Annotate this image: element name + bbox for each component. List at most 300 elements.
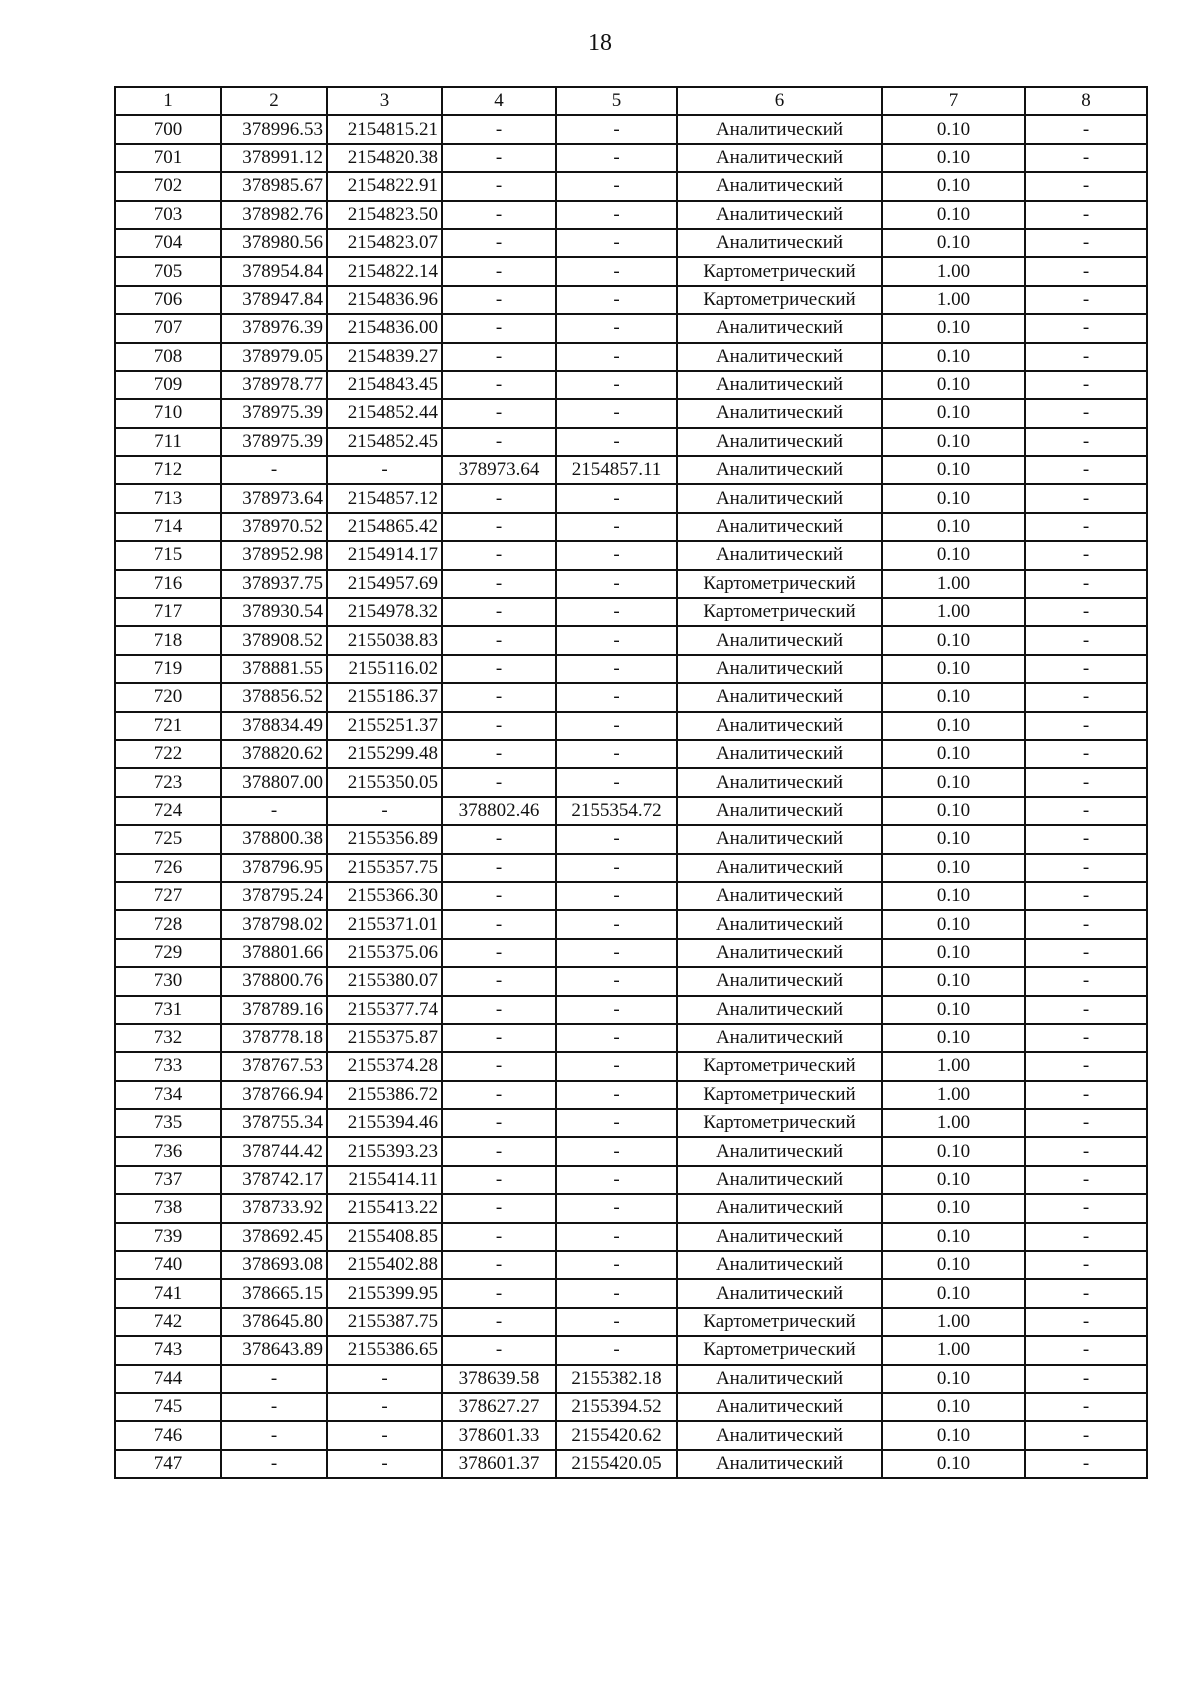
table-row xyxy=(115,626,1147,654)
table-cell-col-8: - xyxy=(1025,1308,1147,1336)
table-cell-col-6: Картометрический xyxy=(677,286,882,314)
table-cell-col-1: 713 xyxy=(115,484,221,512)
table-row xyxy=(115,1024,1147,1052)
table-cell-col-8: - xyxy=(1025,115,1147,143)
table-cell-col-7: 0.10 xyxy=(882,371,1025,399)
table-cell-col-5: - xyxy=(556,996,677,1024)
table-cell-col-6: Аналитический xyxy=(677,343,882,371)
table-cell-col-7: 0.10 xyxy=(882,1251,1025,1279)
table-cell-col-2: - xyxy=(221,797,327,825)
table-cell-col-2: 378985.67 xyxy=(221,172,327,200)
table-cell-col-3: 2155357.75 xyxy=(327,854,442,882)
table-cell-col-4: - xyxy=(442,229,556,257)
table-cell-col-3: 2155375.06 xyxy=(327,939,442,967)
table-cell-col-2: 378881.55 xyxy=(221,655,327,683)
table-cell-col-7: 0.10 xyxy=(882,683,1025,711)
table-cell-col-3: 2155399.95 xyxy=(327,1279,442,1307)
table-cell-col-3: 2154914.17 xyxy=(327,541,442,569)
table-cell-col-4: - xyxy=(442,1336,556,1364)
table-row xyxy=(115,683,1147,711)
table-cell-col-4: - xyxy=(442,1251,556,1279)
table-cell-col-4: - xyxy=(442,1052,556,1080)
table-cell-col-6: Аналитический xyxy=(677,1194,882,1222)
table-cell-col-7: 1.00 xyxy=(882,1308,1025,1336)
table-cell-col-7: 0.10 xyxy=(882,484,1025,512)
table-cell-col-6: Аналитический xyxy=(677,768,882,796)
table-cell-col-5: 2154857.11 xyxy=(556,456,677,484)
table-cell-col-3: 2154852.45 xyxy=(327,428,442,456)
table-cell-col-5: 2155420.05 xyxy=(556,1450,677,1478)
table-cell-col-7: 1.00 xyxy=(882,1081,1025,1109)
table-cell-col-7: 0.10 xyxy=(882,1024,1025,1052)
table-cell-col-7: 0.10 xyxy=(882,229,1025,257)
table-cell-col-6: Картометрический xyxy=(677,1336,882,1364)
table-cell-col-2: 378800.76 xyxy=(221,967,327,995)
table-cell-col-1: 734 xyxy=(115,1081,221,1109)
table-cell-col-5: 2155394.52 xyxy=(556,1393,677,1421)
header-row xyxy=(115,87,1147,115)
table-cell-col-5: - xyxy=(556,144,677,172)
table-cell-col-1: 730 xyxy=(115,967,221,995)
table-cell-col-5: - xyxy=(556,115,677,143)
table-cell-col-2: 378807.00 xyxy=(221,768,327,796)
table-row xyxy=(115,399,1147,427)
table-cell-col-5: - xyxy=(556,1024,677,1052)
table-row xyxy=(115,371,1147,399)
table-row xyxy=(115,910,1147,938)
table-cell-col-2: 378856.52 xyxy=(221,683,327,711)
table-cell-col-8: - xyxy=(1025,1279,1147,1307)
table-row xyxy=(115,1251,1147,1279)
table-cell-col-1: 702 xyxy=(115,172,221,200)
table-cell-col-2: 378800.38 xyxy=(221,825,327,853)
table-cell-col-2: 378976.39 xyxy=(221,314,327,342)
table-cell-col-1: 715 xyxy=(115,541,221,569)
table-cell-col-6: Аналитический xyxy=(677,1421,882,1449)
table-row xyxy=(115,257,1147,285)
table-cell-col-2: 378778.18 xyxy=(221,1024,327,1052)
table-row xyxy=(115,1308,1147,1336)
table-cell-col-1: 741 xyxy=(115,1279,221,1307)
table-cell-col-6: Аналитический xyxy=(677,1450,882,1478)
coordinates-table xyxy=(114,86,1148,1479)
table-cell-col-2: 378996.53 xyxy=(221,115,327,143)
table-cell-col-2: 378834.49 xyxy=(221,712,327,740)
table-cell-col-6: Аналитический xyxy=(677,172,882,200)
table-cell-col-6: Аналитический xyxy=(677,882,882,910)
table-row xyxy=(115,428,1147,456)
table-cell-col-6: Аналитический xyxy=(677,1365,882,1393)
table-cell-col-1: 708 xyxy=(115,343,221,371)
table-cell-col-7: 0.10 xyxy=(882,314,1025,342)
table-cell-col-4: - xyxy=(442,371,556,399)
table-cell-col-1: 721 xyxy=(115,712,221,740)
table-cell-col-4: - xyxy=(442,910,556,938)
table-cell-col-7: 0.10 xyxy=(882,797,1025,825)
table-cell-col-3: 2154820.38 xyxy=(327,144,442,172)
table-cell-col-8: - xyxy=(1025,456,1147,484)
table-cell-col-7: 0.10 xyxy=(882,1166,1025,1194)
table-cell-col-1: 723 xyxy=(115,768,221,796)
table-cell-col-6: Картометрический xyxy=(677,1052,882,1080)
table-cell-col-5: - xyxy=(556,1109,677,1137)
table-cell-col-3: 2155251.37 xyxy=(327,712,442,740)
table-cell-col-3: 2155116.02 xyxy=(327,655,442,683)
table-cell-col-5: - xyxy=(556,428,677,456)
table-cell-col-3: 2154823.50 xyxy=(327,201,442,229)
table-row xyxy=(115,797,1147,825)
table-cell-col-7: 0.10 xyxy=(882,1450,1025,1478)
table-cell-col-3: 2154957.69 xyxy=(327,570,442,598)
table-cell-col-4: - xyxy=(442,1166,556,1194)
table-cell-col-7: 0.10 xyxy=(882,967,1025,995)
table-cell-col-8: - xyxy=(1025,797,1147,825)
table-cell-col-7: 0.10 xyxy=(882,343,1025,371)
table-cell-col-2: 378665.15 xyxy=(221,1279,327,1307)
table-cell-col-4: - xyxy=(442,115,556,143)
table-cell-col-5: 2155382.18 xyxy=(556,1365,677,1393)
table-cell-col-5: - xyxy=(556,1279,677,1307)
table-cell-col-4: - xyxy=(442,343,556,371)
table-row xyxy=(115,768,1147,796)
table-cell-col-5: - xyxy=(556,484,677,512)
table-cell-col-2: 378947.84 xyxy=(221,286,327,314)
table-cell-col-8: - xyxy=(1025,1450,1147,1478)
table-cell-col-8: - xyxy=(1025,1109,1147,1137)
table-cell-col-2: - xyxy=(221,1365,327,1393)
table-cell-col-2: 378979.05 xyxy=(221,343,327,371)
table-cell-col-7: 0.10 xyxy=(882,910,1025,938)
table-cell-col-3: 2155387.75 xyxy=(327,1308,442,1336)
table-cell-col-8: - xyxy=(1025,1365,1147,1393)
table-cell-col-3: 2154852.44 xyxy=(327,399,442,427)
table-cell-col-1: 731 xyxy=(115,996,221,1024)
table-cell-col-6: Аналитический xyxy=(677,1024,882,1052)
table-cell-col-7: 0.10 xyxy=(882,882,1025,910)
table-cell-col-5: - xyxy=(556,1052,677,1080)
table-cell-col-2: 378755.34 xyxy=(221,1109,327,1137)
table-row xyxy=(115,286,1147,314)
table-cell-col-2: 378975.39 xyxy=(221,428,327,456)
table-cell-col-4: - xyxy=(442,314,556,342)
table-cell-col-2: 378796.95 xyxy=(221,854,327,882)
table-cell-col-7: 1.00 xyxy=(882,1336,1025,1364)
table-cell-col-6: Аналитический xyxy=(677,541,882,569)
table-cell-col-5: - xyxy=(556,967,677,995)
table-cell-col-3: 2155413.22 xyxy=(327,1194,442,1222)
table-row xyxy=(115,1194,1147,1222)
table-cell-col-2: 378798.02 xyxy=(221,910,327,938)
table-cell-col-8: - xyxy=(1025,428,1147,456)
table-cell-col-6: Картометрический xyxy=(677,1109,882,1137)
table-cell-col-3: 2155371.01 xyxy=(327,910,442,938)
table-cell-col-5: - xyxy=(556,1223,677,1251)
table-cell-col-5: - xyxy=(556,399,677,427)
table-cell-col-3: 2155186.37 xyxy=(327,683,442,711)
table-row xyxy=(115,598,1147,626)
table-cell-col-1: 743 xyxy=(115,1336,221,1364)
table-cell-col-3: 2154839.27 xyxy=(327,343,442,371)
table-cell-col-2: 378954.84 xyxy=(221,257,327,285)
table-cell-col-5: - xyxy=(556,570,677,598)
table-cell-col-1: 705 xyxy=(115,257,221,285)
table-cell-col-6: Аналитический xyxy=(677,399,882,427)
column-header-7: 7 xyxy=(882,87,1025,115)
table-cell-col-5: - xyxy=(556,655,677,683)
table-cell-col-7: 0.10 xyxy=(882,626,1025,654)
table-cell-col-7: 0.10 xyxy=(882,1223,1025,1251)
table-cell-col-8: - xyxy=(1025,541,1147,569)
table-cell-col-3: 2155380.07 xyxy=(327,967,442,995)
table-cell-col-8: - xyxy=(1025,683,1147,711)
table-cell-col-8: - xyxy=(1025,172,1147,200)
table-cell-col-1: 724 xyxy=(115,797,221,825)
table-cell-col-1: 736 xyxy=(115,1137,221,1165)
table-cell-col-5: - xyxy=(556,201,677,229)
column-header-1: 1 xyxy=(115,87,221,115)
table-cell-col-4: - xyxy=(442,399,556,427)
table-cell-col-7: 0.10 xyxy=(882,996,1025,1024)
table-cell-col-3: 2155394.46 xyxy=(327,1109,442,1137)
table-cell-col-4: - xyxy=(442,967,556,995)
table-cell-col-2: 378980.56 xyxy=(221,229,327,257)
table-cell-col-2: 378982.76 xyxy=(221,201,327,229)
table-cell-col-2: 378991.12 xyxy=(221,144,327,172)
table-cell-col-4: - xyxy=(442,1024,556,1052)
table-cell-col-8: - xyxy=(1025,286,1147,314)
table-cell-col-3: - xyxy=(327,797,442,825)
table-cell-col-6: Аналитический xyxy=(677,1393,882,1421)
table-cell-col-8: - xyxy=(1025,967,1147,995)
table-cell-col-5: - xyxy=(556,1194,677,1222)
table-cell-col-8: - xyxy=(1025,144,1147,172)
table-cell-col-1: 727 xyxy=(115,882,221,910)
table-cell-col-4: - xyxy=(442,484,556,512)
table-cell-col-4: - xyxy=(442,740,556,768)
table-cell-col-8: - xyxy=(1025,570,1147,598)
table-cell-col-2: 378930.54 xyxy=(221,598,327,626)
table-cell-col-3: 2155386.65 xyxy=(327,1336,442,1364)
table-cell-col-5: - xyxy=(556,286,677,314)
table-row xyxy=(115,201,1147,229)
table-cell-col-5: 2155420.62 xyxy=(556,1421,677,1449)
table-cell-col-2: - xyxy=(221,456,327,484)
table-cell-col-1: 744 xyxy=(115,1365,221,1393)
table-cell-col-2: 378795.24 xyxy=(221,882,327,910)
table-cell-col-1: 747 xyxy=(115,1450,221,1478)
table-cell-col-7: 1.00 xyxy=(882,1109,1025,1137)
table-row xyxy=(115,513,1147,541)
table-cell-col-7: 0.10 xyxy=(882,513,1025,541)
table-cell-col-1: 738 xyxy=(115,1194,221,1222)
table-cell-col-4: - xyxy=(442,144,556,172)
table-cell-col-6: Аналитический xyxy=(677,1279,882,1307)
table-cell-col-5: - xyxy=(556,626,677,654)
table-cell-col-4: - xyxy=(442,655,556,683)
table-cell-col-6: Картометрический xyxy=(677,570,882,598)
table-cell-col-5: - xyxy=(556,229,677,257)
table-row xyxy=(115,456,1147,484)
table-cell-col-1: 726 xyxy=(115,854,221,882)
table-row xyxy=(115,1393,1147,1421)
table-cell-col-5: - xyxy=(556,314,677,342)
table-cell-col-2: 378937.75 xyxy=(221,570,327,598)
table-cell-col-6: Аналитический xyxy=(677,712,882,740)
table-cell-col-3: 2155402.88 xyxy=(327,1251,442,1279)
table-cell-col-4: - xyxy=(442,513,556,541)
table-cell-col-4: - xyxy=(442,598,556,626)
table-cell-col-3: 2154865.42 xyxy=(327,513,442,541)
table-cell-col-2: - xyxy=(221,1393,327,1421)
table-row xyxy=(115,484,1147,512)
table-row xyxy=(115,1279,1147,1307)
column-header-6: 6 xyxy=(677,87,882,115)
table-cell-col-8: - xyxy=(1025,1251,1147,1279)
table-cell-col-6: Аналитический xyxy=(677,825,882,853)
table-cell-col-4: - xyxy=(442,1279,556,1307)
table-cell-col-7: 0.10 xyxy=(882,1137,1025,1165)
table-cell-col-5: - xyxy=(556,854,677,882)
table-cell-col-5: - xyxy=(556,768,677,796)
table-row xyxy=(115,882,1147,910)
table-cell-col-8: - xyxy=(1025,314,1147,342)
table-cell-col-2: 378645.80 xyxy=(221,1308,327,1336)
table-cell-col-4: - xyxy=(442,882,556,910)
table-cell-col-6: Аналитический xyxy=(677,115,882,143)
table-cell-col-8: - xyxy=(1025,1052,1147,1080)
table-cell-col-1: 718 xyxy=(115,626,221,654)
table-cell-col-2: 378744.42 xyxy=(221,1137,327,1165)
table-cell-col-8: - xyxy=(1025,399,1147,427)
table-cell-col-3: - xyxy=(327,1421,442,1449)
table-cell-col-1: 732 xyxy=(115,1024,221,1052)
table-cell-col-7: 0.10 xyxy=(882,172,1025,200)
table-cell-col-3: 2155386.72 xyxy=(327,1081,442,1109)
table-cell-col-3: 2155374.28 xyxy=(327,1052,442,1080)
table-row xyxy=(115,343,1147,371)
table-cell-col-7: 0.10 xyxy=(882,655,1025,683)
table-cell-col-8: - xyxy=(1025,1223,1147,1251)
table-cell-col-4: - xyxy=(442,768,556,796)
table-cell-col-3: 2155408.85 xyxy=(327,1223,442,1251)
table-cell-col-3: 2154857.12 xyxy=(327,484,442,512)
table-cell-col-1: 709 xyxy=(115,371,221,399)
table-cell-col-5: 2155354.72 xyxy=(556,797,677,825)
table-cell-col-3: 2155366.30 xyxy=(327,882,442,910)
table-cell-col-7: 0.10 xyxy=(882,1421,1025,1449)
table-cell-col-5: - xyxy=(556,939,677,967)
table-row xyxy=(115,1137,1147,1165)
table-cell-col-8: - xyxy=(1025,513,1147,541)
table-cell-col-7: 1.00 xyxy=(882,286,1025,314)
table-cell-col-2: 378973.64 xyxy=(221,484,327,512)
column-header-8: 8 xyxy=(1025,87,1147,115)
table-cell-col-6: Аналитический xyxy=(677,626,882,654)
table-cell-col-7: 0.10 xyxy=(882,115,1025,143)
table-cell-col-7: 0.10 xyxy=(882,1393,1025,1421)
table-row xyxy=(115,740,1147,768)
table-cell-col-8: - xyxy=(1025,1421,1147,1449)
table-cell-col-6: Аналитический xyxy=(677,144,882,172)
table-cell-col-2: 378742.17 xyxy=(221,1166,327,1194)
table-cell-col-1: 739 xyxy=(115,1223,221,1251)
table-cell-col-3: 2154836.00 xyxy=(327,314,442,342)
table-cell-col-8: - xyxy=(1025,598,1147,626)
table-cell-col-5: - xyxy=(556,1081,677,1109)
table-row xyxy=(115,967,1147,995)
table-cell-col-4: 378601.37 xyxy=(442,1450,556,1478)
table-cell-col-8: - xyxy=(1025,371,1147,399)
table-cell-col-3: 2155038.83 xyxy=(327,626,442,654)
table-cell-col-8: - xyxy=(1025,484,1147,512)
column-header-2: 2 xyxy=(221,87,327,115)
table-cell-col-4: - xyxy=(442,570,556,598)
table-cell-col-6: Аналитический xyxy=(677,1166,882,1194)
table-cell-col-5: - xyxy=(556,910,677,938)
table-cell-col-4: - xyxy=(442,201,556,229)
table-row xyxy=(115,144,1147,172)
table-row xyxy=(115,996,1147,1024)
table-cell-col-4: 378601.33 xyxy=(442,1421,556,1449)
table-cell-col-1: 737 xyxy=(115,1166,221,1194)
column-header-5: 5 xyxy=(556,87,677,115)
table-row xyxy=(115,1166,1147,1194)
table-cell-col-8: - xyxy=(1025,854,1147,882)
table-cell-col-8: - xyxy=(1025,712,1147,740)
table-cell-col-7: 1.00 xyxy=(882,1052,1025,1080)
table-cell-col-5: - xyxy=(556,740,677,768)
table-cell-col-1: 722 xyxy=(115,740,221,768)
table-cell-col-6: Аналитический xyxy=(677,797,882,825)
table-cell-col-7: 0.10 xyxy=(882,1279,1025,1307)
table-cell-col-4: - xyxy=(442,1194,556,1222)
table-cell-col-1: 728 xyxy=(115,910,221,938)
table-cell-col-8: - xyxy=(1025,882,1147,910)
table-cell-col-6: Аналитический xyxy=(677,910,882,938)
table-cell-col-1: 746 xyxy=(115,1421,221,1449)
table-cell-col-6: Аналитический xyxy=(677,1251,882,1279)
table-cell-col-4: - xyxy=(442,854,556,882)
table-cell-col-4: - xyxy=(442,712,556,740)
table-cell-col-1: 701 xyxy=(115,144,221,172)
table-cell-col-5: - xyxy=(556,598,677,626)
table-cell-col-6: Картометрический xyxy=(677,1081,882,1109)
table-cell-col-1: 717 xyxy=(115,598,221,626)
page-number: 18 xyxy=(588,30,612,56)
table-row xyxy=(115,1421,1147,1449)
table-cell-col-5: - xyxy=(556,1308,677,1336)
table-cell-col-8: - xyxy=(1025,825,1147,853)
table-cell-col-3: 2154836.96 xyxy=(327,286,442,314)
table-cell-col-6: Картометрический xyxy=(677,1308,882,1336)
table-cell-col-1: 719 xyxy=(115,655,221,683)
table-row xyxy=(115,314,1147,342)
table-row xyxy=(115,1365,1147,1393)
table-cell-col-1: 725 xyxy=(115,825,221,853)
table-cell-col-4: - xyxy=(442,172,556,200)
table-cell-col-7: 0.10 xyxy=(882,1365,1025,1393)
table-cell-col-4: - xyxy=(442,825,556,853)
table-cell-col-5: - xyxy=(556,1137,677,1165)
table-cell-col-5: - xyxy=(556,172,677,200)
table-cell-col-7: 0.10 xyxy=(882,740,1025,768)
table-cell-col-2: 378952.98 xyxy=(221,541,327,569)
table-cell-col-2: 378733.92 xyxy=(221,1194,327,1222)
table-cell-col-3: 2155393.23 xyxy=(327,1137,442,1165)
table-cell-col-3: - xyxy=(327,456,442,484)
table-cell-col-7: 1.00 xyxy=(882,598,1025,626)
table-cell-col-5: - xyxy=(556,513,677,541)
